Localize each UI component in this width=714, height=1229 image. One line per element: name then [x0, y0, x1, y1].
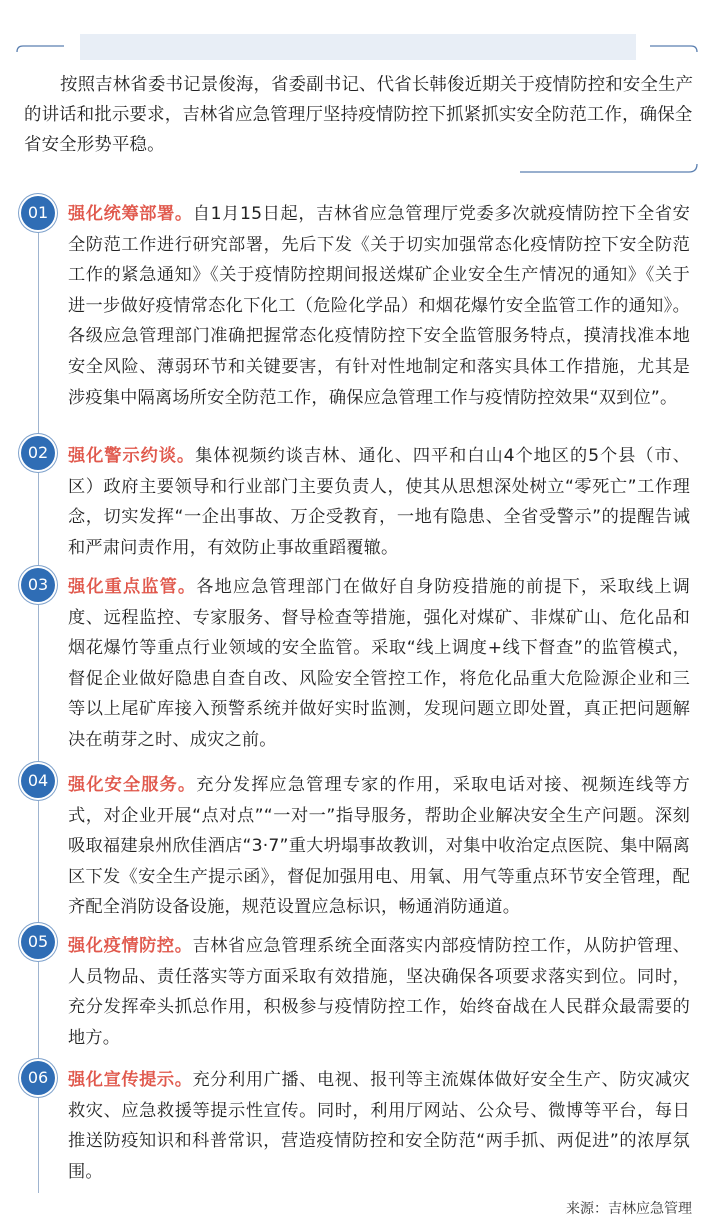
timeline-line: [38, 198, 39, 1193]
section-number-badge: 02: [21, 436, 55, 470]
section-title: 强化宣传提示。: [68, 1070, 193, 1090]
section-number-badge: 01: [21, 196, 55, 230]
section-number-badge: 03: [21, 568, 55, 602]
section-title: 强化警示约谈。: [68, 446, 196, 466]
section-body: 充分发挥应急管理专家的作用，采取电话对接、视频连线等方式，对企业开展“点对点”“一对一”指导服务，帮助企业解决安全生产问题。深刻吸取福建泉州欣佳酒店“3·7”重大坍塌事故教训，对集中收治定点医院、集中隔离区下发《安全生产提示函》，督促加强用电、用氧、用气等重点环节安全管理，配齐配全消防设备设施，规范设置应急标识，畅通消防通道。: [68, 775, 690, 918]
section-title: 强化疫情防控。: [68, 936, 193, 956]
section-title: 强化重点监管。: [68, 577, 197, 597]
section-body: 集体视频约谈吉林、通化、四平和白山4个地区的5个县（市、区）政府主要领导和行业部门主要负责人，使其从思想深处树立“零死亡”工作理念，切实发挥“一企出事故、万企受教育，一地有隐患、全省受警示”的提醒告诫和严肃问责作用，有效防止事故重蹈覆辙。: [68, 446, 690, 558]
section-title: 强化安全服务。: [68, 775, 197, 795]
section-body: 充分利用广播、电视、报刊等主流媒体做好安全生产、防灾减灾救灾、应急救援等提示性宣传。同时，利用厅网站、公众号、微博等平台，每日推送防疫知识和科普常识，营造疫情防控和安全防范“两手抓、两促进”的浓厚氛围。: [68, 1070, 690, 1182]
intro-paragraph: 按照吉林省委书记景俊海，省委副书记、代省长韩俊近期关于疫情防控和安全生产的讲话和批示要求，吉林省应急管理厅坚持疫情防控下抓紧抓实安全防范工作，确保全省安全形势平稳。: [24, 75, 694, 155]
source-credit: 来源：吉林应急管理: [566, 1201, 692, 1217]
section-paragraph: [68, 1065, 690, 1187]
section-body: 自1月15日起，吉林省应急管理厅党委多次就疫情防控下全省安全防范工作进行研究部署，先后下发《关于切实加强常态化疫情防控下安全防范工作的紧急通知》《关于疫情防控期间报送煤矿企业安全生产情况的通知》《关于进一步做好疫情常态化下化工（危险化学品）和烟花爆竹安全监管工作的通知》。各级应急管理部门准确把握常态化疫情防控下安全监管服务特点，摸清找准本地安全风险、薄弱环节和关键要害，有针对性地制定和落实具体工作措施，尤其是涉疫集中隔离场所安全防范工作，确保应急管理工作与疫情防控效果“双到位”。: [68, 204, 690, 408]
section-body: 各地应急管理部门在做好自身防疫措施的前提下，采取线上调度、远程监控、专家服务、督导检查等措施，强化对煤矿、非煤矿山、危化品和烟花爆竹等重点行业领域的安全监管。采取“线上调度+线下督查”的监管模式，督促企业做好隐患自查自改、风险安全管控工作，将危化品重大危险源企业和三等以上尾矿库接入预警系统并做好实时监测，发现问题立即处置，真正把问题解决在萌芽之时、成灾之前。: [68, 577, 690, 750]
section-paragraph: [68, 572, 690, 756]
section-paragraph: [68, 199, 690, 413]
section-paragraph: [68, 441, 690, 563]
section-body: 吉林省应急管理系统全面落实内部疫情防控工作，从防护管理、人员物品、责任落实等方面采取有效措施，坚决确保各项要求落实到位。同时，充分发挥牵头抓总作用，积极参与疫情防控工作，始终奋战在人民群众最需要的地方。: [68, 936, 690, 1048]
section-number-badge: 05: [21, 925, 55, 959]
section-number-badge: 04: [21, 764, 55, 798]
section-paragraph: [68, 770, 690, 923]
intro-header-bar: [80, 34, 636, 60]
section-paragraph: [68, 931, 690, 1053]
intro-frame: [0, 0, 714, 200]
section-title: 强化统筹部署。: [68, 204, 193, 224]
section-number-badge: 06: [21, 1061, 55, 1095]
